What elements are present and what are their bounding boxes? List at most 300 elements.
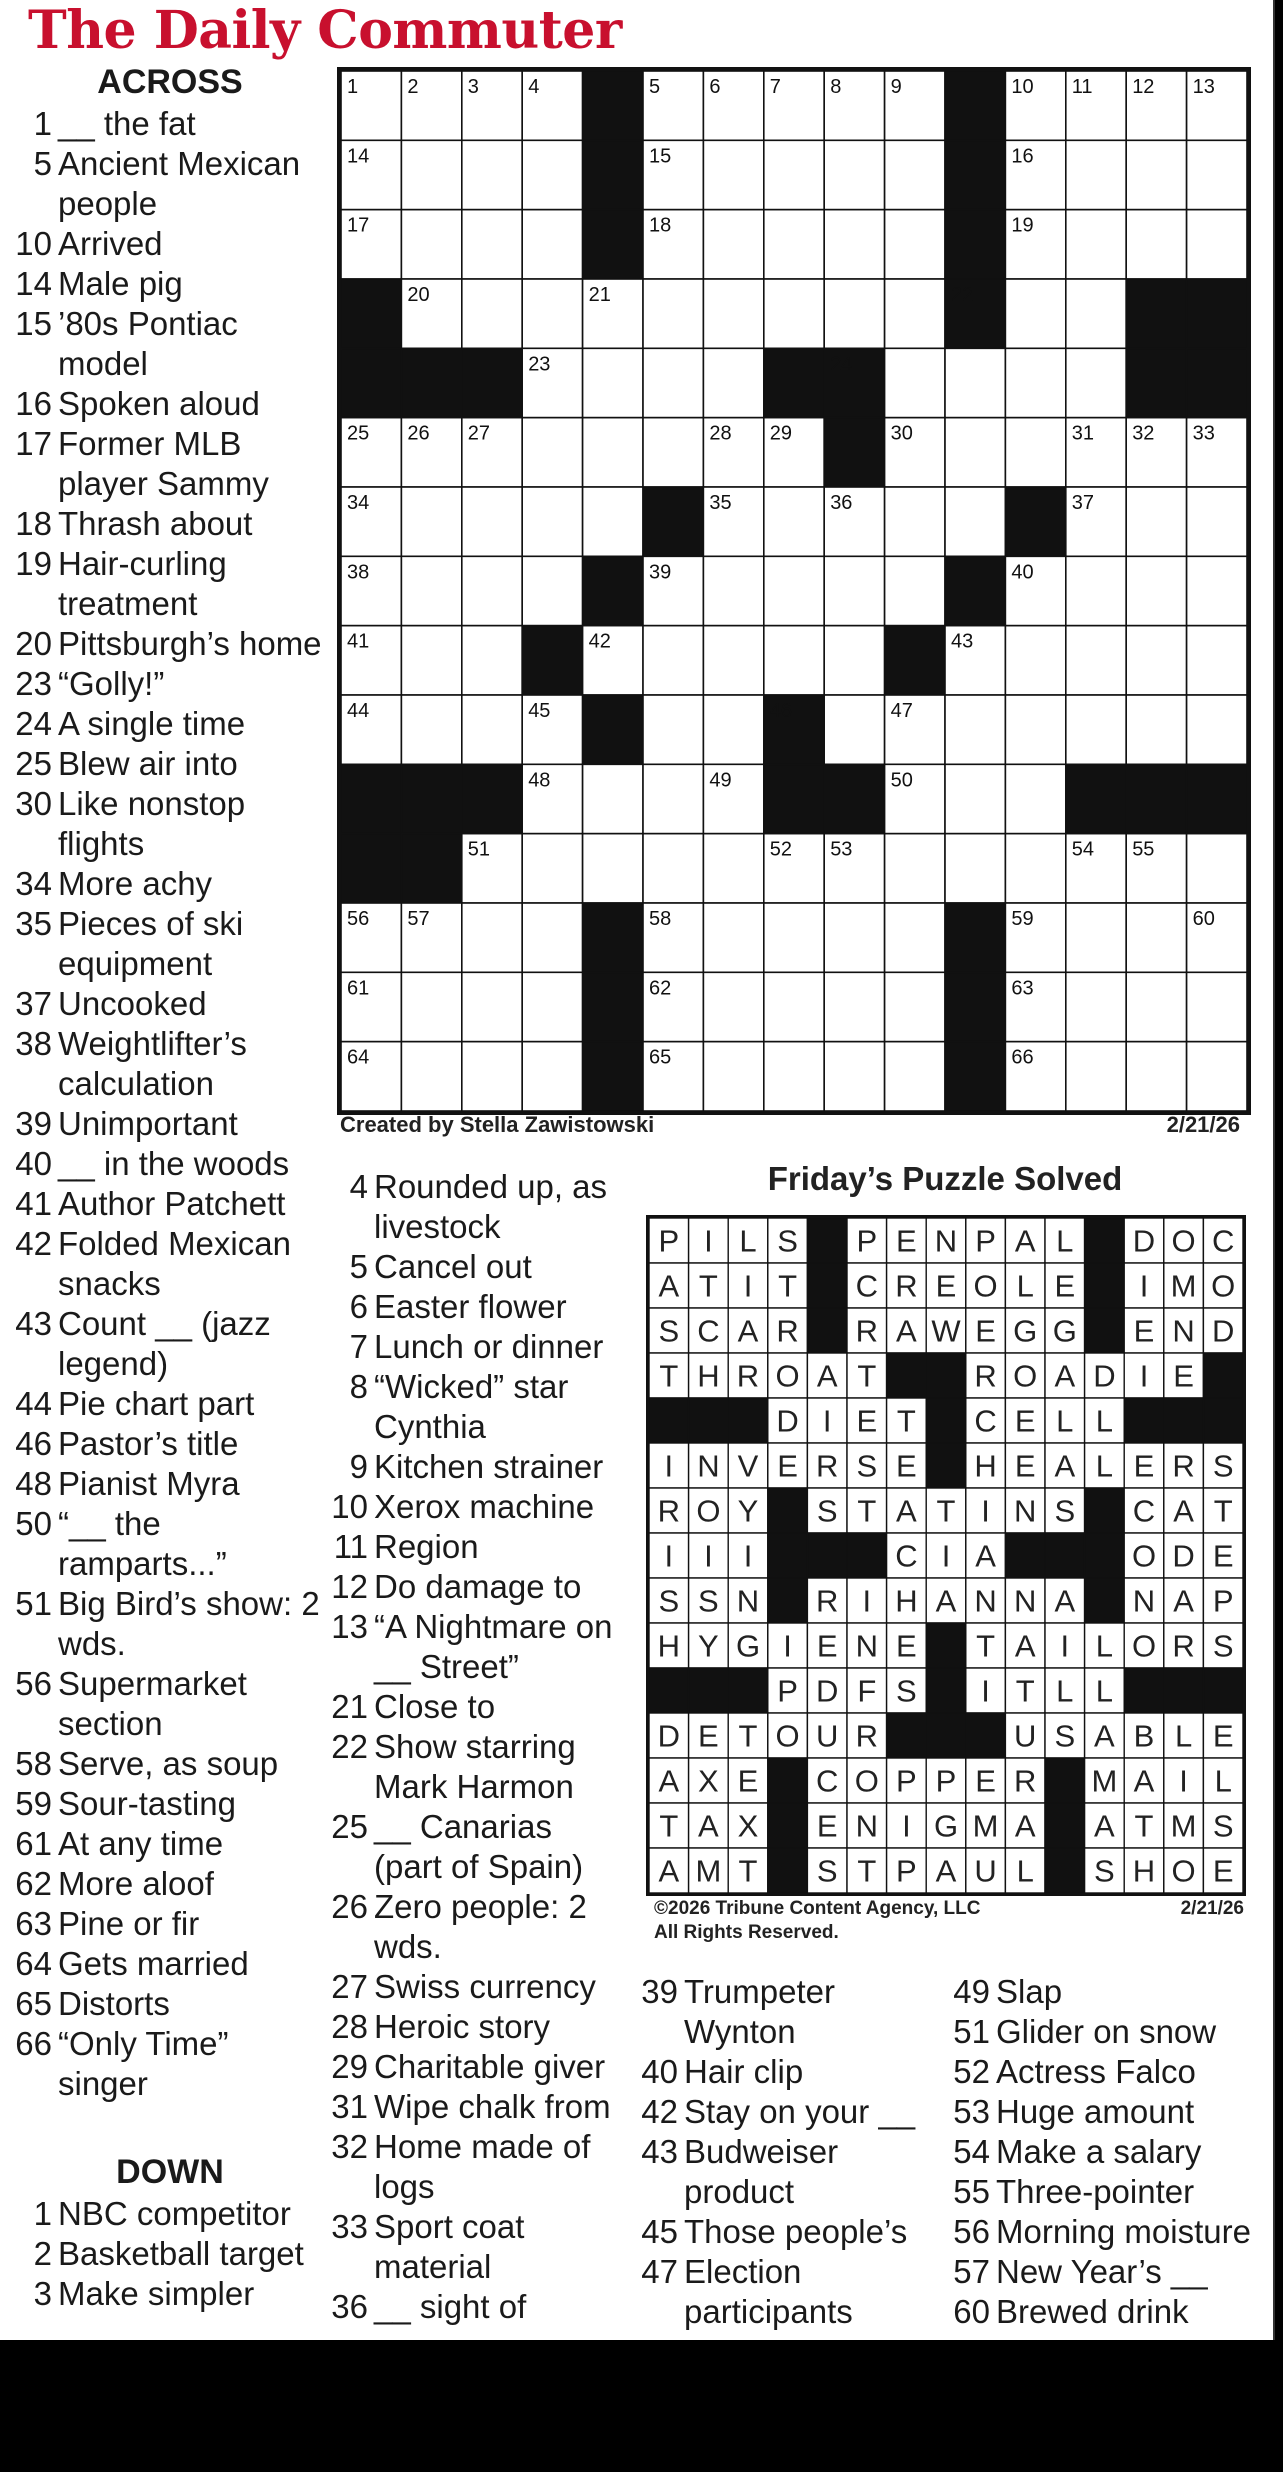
grid-cell[interactable] — [1187, 1042, 1247, 1111]
grid-cell[interactable] — [1126, 140, 1186, 209]
grid-cell[interactable] — [1066, 348, 1126, 417]
solution-letter: T — [896, 1403, 916, 1439]
solution-black-square — [926, 1623, 966, 1668]
grid-cell[interactable] — [1066, 695, 1126, 764]
black-square — [583, 140, 643, 209]
cell-number: 5 — [649, 76, 661, 98]
solution-black-square — [1085, 1263, 1125, 1308]
grid-cell[interactable] — [885, 279, 945, 348]
grid-cell[interactable] — [1005, 348, 1065, 417]
solution-letter: R — [657, 1493, 680, 1529]
black-square — [583, 972, 643, 1041]
clue-number: 29 — [331, 2048, 368, 2085]
grid-cell[interactable] — [401, 487, 461, 556]
grid-cell[interactable] — [1126, 903, 1186, 972]
grid-cell[interactable] — [1126, 1042, 1186, 1111]
black-square — [1126, 764, 1186, 833]
clue-across-34 — [14, 864, 326, 904]
clue-across-37 — [14, 984, 326, 1024]
grid-cell[interactable] — [1126, 626, 1186, 695]
grid-cell[interactable] — [945, 348, 1005, 417]
crossword-grid[interactable] — [337, 67, 1251, 1115]
grid-cell[interactable] — [462, 210, 522, 279]
grid-cell[interactable] — [824, 626, 884, 695]
crossword-grid-svg[interactable] — [341, 71, 1247, 1111]
grid-cell[interactable] — [703, 210, 763, 279]
grid-cell[interactable] — [462, 487, 522, 556]
solution-letter: O — [1131, 1538, 1157, 1574]
solution-letter: P — [896, 1763, 917, 1799]
solution-letter: C — [974, 1403, 997, 1439]
solution-letter: N — [697, 1448, 720, 1484]
grid-cell[interactable] — [1066, 279, 1126, 348]
grid-cell[interactable] — [583, 348, 643, 417]
grid-cell[interactable] — [1066, 210, 1126, 279]
grid-cell[interactable] — [1005, 834, 1065, 903]
clue-text: Serve, as soup — [58, 1745, 279, 1782]
grid-cell[interactable] — [462, 626, 522, 695]
solution-letter: S — [816, 1853, 838, 1889]
clue-text: “Wicked” star Cynthia — [374, 1368, 569, 1445]
solution-black-square — [768, 1488, 808, 1533]
clue-number: 43 — [15, 1305, 52, 1342]
solution-letter: E — [1014, 1403, 1036, 1439]
grid-cell[interactable] — [1187, 556, 1247, 625]
clue-number: 4 — [349, 1168, 368, 1205]
grid-cell[interactable] — [462, 279, 522, 348]
solution-letter: E — [1014, 1448, 1036, 1484]
grid-cell[interactable] — [643, 764, 703, 833]
solution-letter: R — [1014, 1763, 1037, 1799]
grid-cell[interactable] — [1126, 556, 1186, 625]
cell-number: 37 — [1071, 492, 1095, 514]
grid-cell[interactable] — [1126, 487, 1186, 556]
solution-letter: I — [704, 1538, 713, 1574]
clue-down-a-2 — [14, 2234, 326, 2274]
grid-cell[interactable] — [945, 695, 1005, 764]
grid-cell[interactable] — [885, 556, 945, 625]
grid-cell[interactable] — [703, 1042, 763, 1111]
solution-letter: T — [1015, 1673, 1035, 1709]
grid-cell[interactable] — [401, 1042, 461, 1111]
solution-letter: I — [862, 1583, 872, 1619]
solution-letter: C — [895, 1538, 918, 1574]
grid-cell[interactable] — [583, 487, 643, 556]
black-square — [522, 626, 582, 695]
clue-across-10 — [14, 224, 326, 264]
clue-text: Pastor’s title — [58, 1425, 239, 1462]
grid-cell[interactable] — [703, 972, 763, 1041]
clue-number: 5 — [33, 145, 52, 182]
clue-across-19 — [14, 544, 326, 624]
grid-cell[interactable] — [583, 834, 643, 903]
grid-cell[interactable] — [703, 626, 763, 695]
clue-text: Three-pointer — [996, 2173, 1195, 2210]
clue-number: 13 — [331, 1608, 368, 1645]
grid-cell[interactable] — [1126, 210, 1186, 279]
grid-cell[interactable] — [522, 140, 582, 209]
solution-letter: U — [1014, 1718, 1037, 1754]
black-square — [945, 71, 1005, 140]
grid-cell[interactable] — [824, 140, 884, 209]
clue-text: Election participants — [684, 2253, 853, 2330]
grid-cell[interactable] — [764, 972, 824, 1041]
grid-cell[interactable] — [703, 556, 763, 625]
black-square — [583, 210, 643, 279]
grid-cell[interactable] — [945, 764, 1005, 833]
clue-number: 39 — [15, 1105, 52, 1142]
clue-text: Rounded up, as livestock — [374, 1168, 608, 1245]
clue-down-d-55 — [952, 2172, 1262, 2212]
grid-cell[interactable] — [1066, 903, 1126, 972]
solution-black-square — [768, 1848, 808, 1893]
solution-letter: C — [816, 1763, 839, 1799]
grid-cell[interactable] — [522, 279, 582, 348]
grid-cell[interactable] — [703, 834, 763, 903]
grid-cell[interactable] — [1187, 695, 1247, 764]
clue-down-a-3 — [14, 2274, 326, 2314]
solution-letter: N — [1172, 1313, 1195, 1349]
clue-down-c-45 — [640, 2212, 938, 2252]
black-square — [341, 834, 401, 903]
grid-cell[interactable] — [945, 834, 1005, 903]
solution-letter: O — [1171, 1223, 1196, 1259]
grid-cell[interactable] — [401, 972, 461, 1041]
solution-letter: E — [856, 1403, 878, 1439]
solution-letter: T — [1213, 1493, 1233, 1529]
solution-black-square — [728, 1398, 768, 1443]
grid-cell[interactable] — [885, 348, 945, 417]
clue-number: 30 — [15, 785, 52, 822]
clue-down-b-25 — [330, 1807, 622, 1887]
black-square — [1005, 487, 1065, 556]
clue-number: 27 — [331, 1968, 368, 2005]
solution-letter: O — [775, 1718, 800, 1754]
grid-cell[interactable] — [462, 556, 522, 625]
clue-number: 53 — [953, 2093, 990, 2130]
grid-cell[interactable] — [462, 903, 522, 972]
clue-text: Slap — [996, 1973, 1063, 2010]
grid-cell[interactable] — [824, 972, 884, 1041]
solution-letter: I — [664, 1538, 674, 1574]
black-square — [401, 348, 461, 417]
cell-number: 17 — [347, 214, 370, 237]
solution-letter: Y — [737, 1493, 759, 1529]
solution-letter: X — [698, 1763, 719, 1799]
solution-letter: I — [981, 1673, 990, 1709]
grid-cell[interactable] — [945, 487, 1005, 556]
grid-cell[interactable] — [1187, 210, 1247, 279]
solution-letter: A — [658, 1853, 680, 1889]
solution-letter: P — [1212, 1583, 1234, 1619]
solution-black-square — [807, 1218, 847, 1263]
grid-cell[interactable] — [885, 972, 945, 1041]
solution-letter: E — [1212, 1853, 1234, 1889]
black-square — [1126, 348, 1186, 417]
clue-text: Heroic story — [374, 2008, 551, 2045]
solution-letter: R — [855, 1313, 878, 1349]
cell-number: 62 — [649, 977, 672, 1000]
grid-cell[interactable] — [885, 487, 945, 556]
clue-number: 55 — [953, 2173, 990, 2210]
solution-letter: E — [896, 1628, 917, 1664]
solution-grid-svg — [649, 1218, 1243, 1893]
grid-cell[interactable] — [1005, 764, 1065, 833]
grid-cell[interactable] — [522, 834, 582, 903]
grid-cell[interactable] — [703, 903, 763, 972]
clue-down-c-43 — [640, 2132, 938, 2212]
black-square — [341, 764, 401, 833]
grid-cell[interactable] — [885, 903, 945, 972]
solution-black-square — [807, 1263, 847, 1308]
solution-letter: A — [698, 1808, 719, 1844]
clue-text: Close to — [374, 1688, 496, 1725]
clue-number: 7 — [349, 1328, 368, 1365]
solution-letter: T — [976, 1628, 996, 1664]
solution-letter: I — [1139, 1268, 1149, 1304]
black-square — [1126, 279, 1186, 348]
cell-number: 52 — [769, 838, 793, 861]
grid-cell[interactable] — [522, 972, 582, 1041]
clue-number: 25 — [331, 1808, 368, 1845]
grid-cell[interactable] — [462, 1042, 522, 1111]
clue-number: 50 — [15, 1505, 52, 1542]
clue-number: 52 — [953, 2053, 990, 2090]
grid-cell[interactable] — [643, 695, 703, 764]
cell-number: 24 — [830, 353, 853, 376]
solution-letter: S — [698, 1583, 719, 1619]
grid-cell[interactable] — [401, 626, 461, 695]
grid-cell[interactable] — [1126, 972, 1186, 1041]
cell-number: 25 — [347, 422, 370, 445]
solution-letter: H — [657, 1628, 680, 1664]
grid-cell[interactable] — [703, 348, 763, 417]
clue-down-b-5 — [330, 1247, 622, 1287]
cell-number: 58 — [649, 908, 672, 930]
clue-text: Uncooked — [58, 985, 207, 1022]
grid-cell[interactable] — [764, 140, 824, 209]
grid-cell[interactable] — [522, 903, 582, 972]
clue-number: 57 — [953, 2253, 990, 2290]
grid-cell[interactable] — [1187, 487, 1247, 556]
grid-cell[interactable] — [764, 279, 824, 348]
grid-cell[interactable] — [703, 279, 763, 348]
grid-cell[interactable] — [764, 487, 824, 556]
solution-letter: I — [704, 1223, 713, 1259]
grid-cell[interactable] — [1187, 140, 1247, 209]
solution-letter: H — [1132, 1853, 1156, 1889]
clue-text: Huge amount — [996, 2093, 1195, 2130]
cell-number: 39 — [649, 561, 672, 584]
solution-letter: N — [1132, 1583, 1156, 1619]
solution-black-square — [1164, 1668, 1204, 1713]
solution-letter: E — [1212, 1538, 1234, 1574]
grid-cell[interactable] — [401, 210, 461, 279]
cell-number: 10 — [1011, 76, 1034, 98]
clue-number: 44 — [15, 1385, 52, 1422]
solution-black-square — [1005, 1533, 1045, 1578]
clue-down-b-28 — [330, 2007, 622, 2047]
cell-number: 43 — [951, 630, 974, 653]
grid-cell[interactable] — [885, 210, 945, 279]
solution-letter: S — [777, 1223, 798, 1259]
solution-black-square — [926, 1398, 966, 1443]
clue-text: Show starring Mark Harmon — [374, 1728, 576, 1805]
solution-letter: L — [1095, 1448, 1114, 1484]
cell-number: 9 — [890, 76, 902, 98]
clue-text: Zero people: 2 wds. — [374, 1888, 587, 1965]
grid-cell[interactable] — [1066, 1042, 1126, 1111]
solution-letter: S — [816, 1493, 838, 1529]
clue-down-b-33 — [330, 2207, 622, 2287]
grid-cell[interactable] — [643, 418, 703, 487]
grid-cell[interactable] — [885, 1042, 945, 1111]
grid-cell[interactable] — [1066, 140, 1126, 209]
grid-cell[interactable] — [945, 418, 1005, 487]
grid-cell[interactable] — [522, 556, 582, 625]
solution-letter: A — [1014, 1628, 1036, 1664]
solution-letter: A — [1054, 1583, 1076, 1619]
grid-cell[interactable] — [1005, 418, 1065, 487]
grid-cell[interactable] — [522, 1042, 582, 1111]
grid-cell[interactable] — [824, 556, 884, 625]
solution-letter: A — [975, 1538, 996, 1574]
grid-cell[interactable] — [1066, 972, 1126, 1041]
grid-cell[interactable] — [764, 1042, 824, 1111]
clue-number: 17 — [15, 425, 52, 462]
solution-black-square — [1045, 1803, 1085, 1848]
solution-letter: O — [696, 1493, 721, 1529]
clue-text: Make simpler — [58, 2275, 255, 2312]
clue-text: Spoken aloud — [58, 385, 260, 422]
solution-letter: G — [1013, 1313, 1038, 1349]
clue-text: Region — [374, 1528, 479, 1565]
clue-down-c-40 — [640, 2052, 938, 2092]
grid-cell[interactable] — [824, 695, 884, 764]
solution-letter: E — [816, 1808, 838, 1844]
cell-number: 54 — [1071, 838, 1095, 861]
grid-cell[interactable] — [643, 348, 703, 417]
grid-cell[interactable] — [401, 140, 461, 209]
grid-cell[interactable] — [1066, 556, 1126, 625]
grid-cell[interactable] — [401, 556, 461, 625]
grid-cell[interactable] — [643, 279, 703, 348]
solution-black-square — [768, 1803, 808, 1848]
clue-number: 14 — [15, 265, 52, 302]
clue-text: Like nonstop flights — [58, 785, 246, 862]
solution-letter: C — [697, 1313, 720, 1349]
clue-number: 19 — [15, 545, 52, 582]
grid-cell[interactable] — [824, 279, 884, 348]
grid-cell[interactable] — [885, 834, 945, 903]
grid-cell[interactable] — [1005, 626, 1065, 695]
clue-number: 51 — [15, 1585, 52, 1622]
solution-letter: L — [1095, 1673, 1114, 1709]
clue-number: 36 — [331, 2288, 368, 2325]
clue-down-b-21 — [330, 1687, 622, 1727]
grid-cell[interactable] — [1126, 695, 1186, 764]
clue-down-b-11 — [330, 1527, 622, 1567]
solution-letter: R — [736, 1358, 760, 1394]
grid-cell[interactable] — [764, 210, 824, 279]
clue-down-a-1 — [14, 2194, 326, 2234]
grid-cell[interactable] — [1005, 279, 1065, 348]
clue-across-43 — [14, 1304, 326, 1384]
grid-cell[interactable] — [703, 695, 763, 764]
grid-cell[interactable] — [522, 487, 582, 556]
clue-across-30 — [14, 784, 326, 864]
cell-number: 45 — [528, 700, 551, 722]
grid-cell[interactable] — [764, 626, 824, 695]
solution-letter: I — [941, 1538, 951, 1574]
grid-cell[interactable] — [401, 695, 461, 764]
clue-number: 56 — [15, 1665, 52, 1702]
grid-cell[interactable] — [583, 418, 643, 487]
grid-cell[interactable] — [764, 903, 824, 972]
clue-text: Arrived — [58, 225, 163, 262]
clue-number: 21 — [331, 1688, 368, 1725]
solution-letter: N — [855, 1628, 878, 1664]
black-square — [583, 903, 643, 972]
solution-letter: I — [822, 1403, 832, 1439]
black-square — [945, 972, 1005, 1041]
grid-cell[interactable] — [1187, 834, 1247, 903]
cell-number: 6 — [709, 76, 721, 98]
grid-cell[interactable] — [522, 418, 582, 487]
grid-cell[interactable] — [522, 210, 582, 279]
grid-cell[interactable] — [764, 556, 824, 625]
solution-letter: D — [816, 1673, 839, 1709]
grid-cell[interactable] — [885, 140, 945, 209]
grid-cell[interactable] — [703, 140, 763, 209]
grid-cell[interactable] — [824, 1042, 884, 1111]
solution-letter: D — [657, 1718, 680, 1754]
cell-number: 64 — [347, 1046, 370, 1069]
grid-cell[interactable] — [583, 764, 643, 833]
puzzle-date: 2/21/26 — [1166, 1112, 1240, 1137]
grid-cell[interactable] — [824, 210, 884, 279]
clue-number: 40 — [15, 1145, 52, 1182]
solution-black-square — [768, 1578, 808, 1623]
grid-cell[interactable] — [462, 695, 522, 764]
grid-cell[interactable] — [1005, 695, 1065, 764]
clue-text: Those people’s — [684, 2213, 908, 2250]
cell-number: 50 — [890, 769, 913, 792]
grid-cell[interactable] — [1187, 626, 1247, 695]
clue-text: Hair clip — [684, 2053, 804, 2090]
grid-cell[interactable] — [462, 972, 522, 1041]
clue-number: 66 — [15, 2025, 52, 2062]
clue-text: Hair-curling treatment — [58, 545, 227, 622]
grid-cell[interactable] — [462, 140, 522, 209]
clue-text: Stay on your __ — [684, 2093, 916, 2130]
clue-text: Kitchen strainer — [374, 1448, 604, 1485]
clue-number: 24 — [15, 705, 52, 742]
clue-number: 37 — [15, 985, 52, 1022]
clue-down-d-51 — [952, 2012, 1262, 2052]
solution-letter: L — [1056, 1673, 1074, 1709]
solution-black-square — [966, 1713, 1006, 1758]
cell-number: 30 — [890, 422, 913, 445]
clue-text: __ the fat — [58, 105, 196, 142]
grid-cell[interactable] — [643, 626, 703, 695]
grid-cell[interactable] — [1187, 972, 1247, 1041]
grid-cell[interactable] — [1066, 626, 1126, 695]
clue-number: 56 — [953, 2213, 990, 2250]
solution-letter: L — [1095, 1403, 1114, 1439]
grid-cell[interactable] — [824, 903, 884, 972]
grid-cell[interactable] — [643, 834, 703, 903]
